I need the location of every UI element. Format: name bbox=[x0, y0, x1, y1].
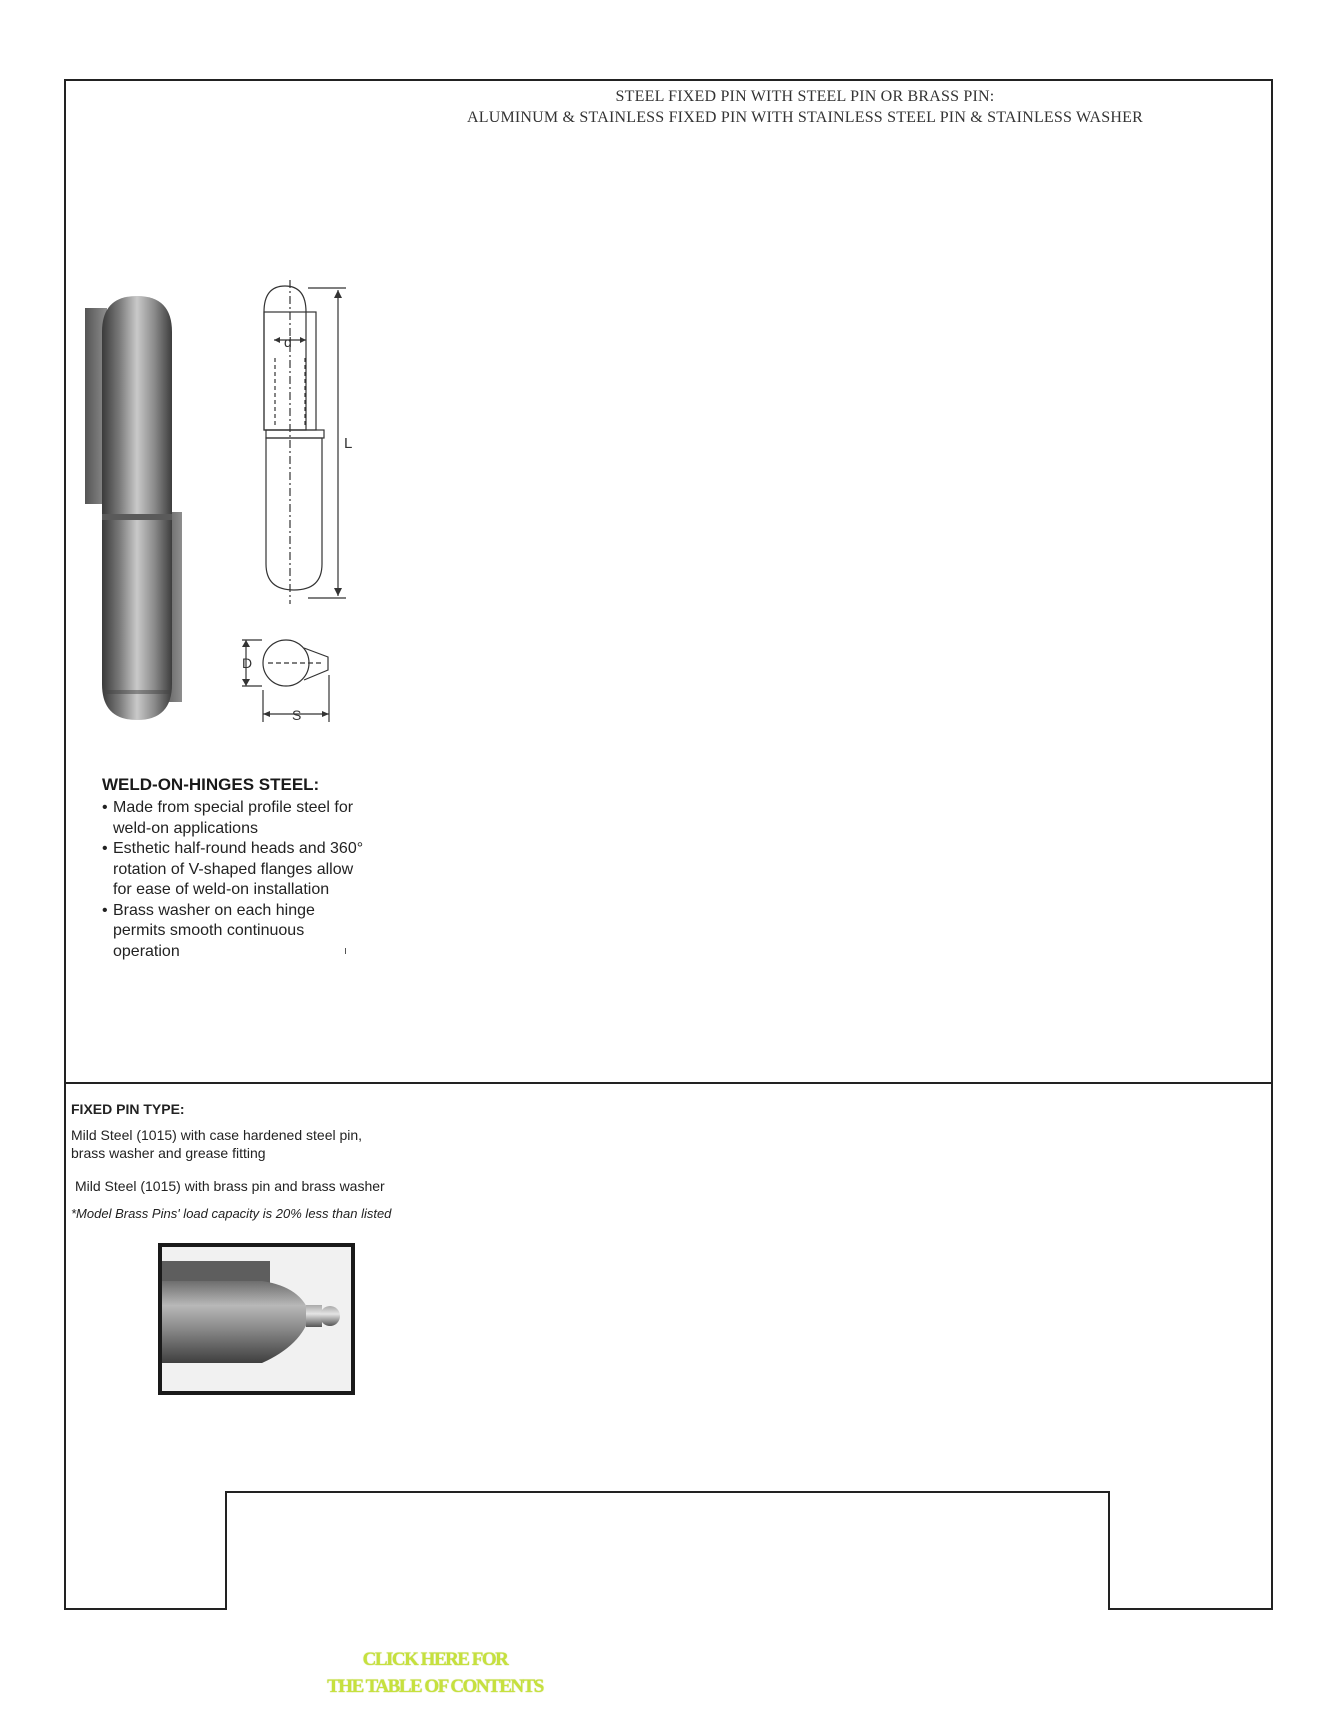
frame-notch-right bbox=[1108, 1491, 1110, 1610]
list-item: • Brass washer on each hinge permits smooth continuous operation bbox=[102, 901, 402, 963]
page-title bbox=[400, 86, 1210, 128]
fixed-pin-steel-line-2: brass washer and grease fitting bbox=[71, 1145, 266, 1161]
nipple-ball bbox=[320, 1306, 340, 1326]
section-divider bbox=[64, 1082, 1273, 1084]
weld-features bbox=[102, 774, 402, 962]
hinge-photo bbox=[82, 292, 192, 724]
fixed-pin-type bbox=[71, 1100, 421, 1223]
grease-fitting-image bbox=[162, 1247, 351, 1391]
title-line-2: ALUMINUM & STAINLESS FIXED PIN WITH STAINLESS STEEL PIN & STAINLESS WASHER bbox=[466, 109, 1143, 126]
upper-pin-outline bbox=[264, 286, 306, 430]
lower-pin-outline bbox=[266, 438, 322, 590]
fixed-pin-steel-line-1: Mild Steel (1015) with case hardened steel pin, bbox=[71, 1127, 363, 1143]
grease-fitting-photo bbox=[158, 1243, 355, 1395]
frame-notch-top bbox=[225, 1491, 1110, 1493]
upper-knuckle bbox=[102, 296, 172, 514]
dimension-l-label: L bbox=[344, 435, 353, 452]
list-item: • Made from special profile steel for weld-on applications bbox=[102, 798, 402, 839]
table-of-contents-link[interactable] bbox=[300, 1646, 570, 1700]
frame-notch-left bbox=[225, 1491, 227, 1610]
hinge-technical-drawing bbox=[230, 278, 370, 608]
dimension-S-label: S bbox=[292, 707, 302, 723]
hinge-section-drawing bbox=[232, 630, 332, 725]
dimension-d-label: d bbox=[284, 334, 292, 350]
frame-left-edge bbox=[64, 1082, 66, 1610]
frame-bottom-left bbox=[64, 1608, 227, 1610]
weld-feature-list bbox=[102, 798, 402, 962]
washer-outline bbox=[266, 430, 324, 438]
weld-heading: WELD-ON-HINGES STEEL: bbox=[102, 775, 320, 794]
toc-line-1[interactable]: CLICK HERE FOR bbox=[362, 1649, 508, 1670]
title-line-1: STEEL FIXED PIN WITH STEEL PIN OR BRASS PIN: bbox=[615, 88, 995, 105]
stray-tick-mark bbox=[345, 948, 346, 954]
frame-right-edge bbox=[1271, 1082, 1273, 1610]
washer-ring bbox=[102, 514, 172, 520]
nipple-base bbox=[306, 1305, 322, 1327]
list-item: • Esthetic half-round heads and 360° rotation of V-shaped flanges allow for ease of weld-on installation bbox=[102, 839, 402, 901]
dimension-D-label: D bbox=[242, 655, 253, 671]
toc-line-2[interactable]: THE TABLE OF CONTENTS bbox=[327, 1676, 543, 1697]
frame-bottom-right bbox=[1108, 1608, 1273, 1610]
brass-pin-note: *Model Brass Pins' load capacity is 20% less than listed bbox=[71, 1206, 392, 1221]
fixed-pin-brass-line: Mild Steel (1015) with brass pin and brass washer bbox=[75, 1178, 385, 1194]
fixed-pin-heading: FIXED PIN TYPE: bbox=[71, 1101, 185, 1117]
